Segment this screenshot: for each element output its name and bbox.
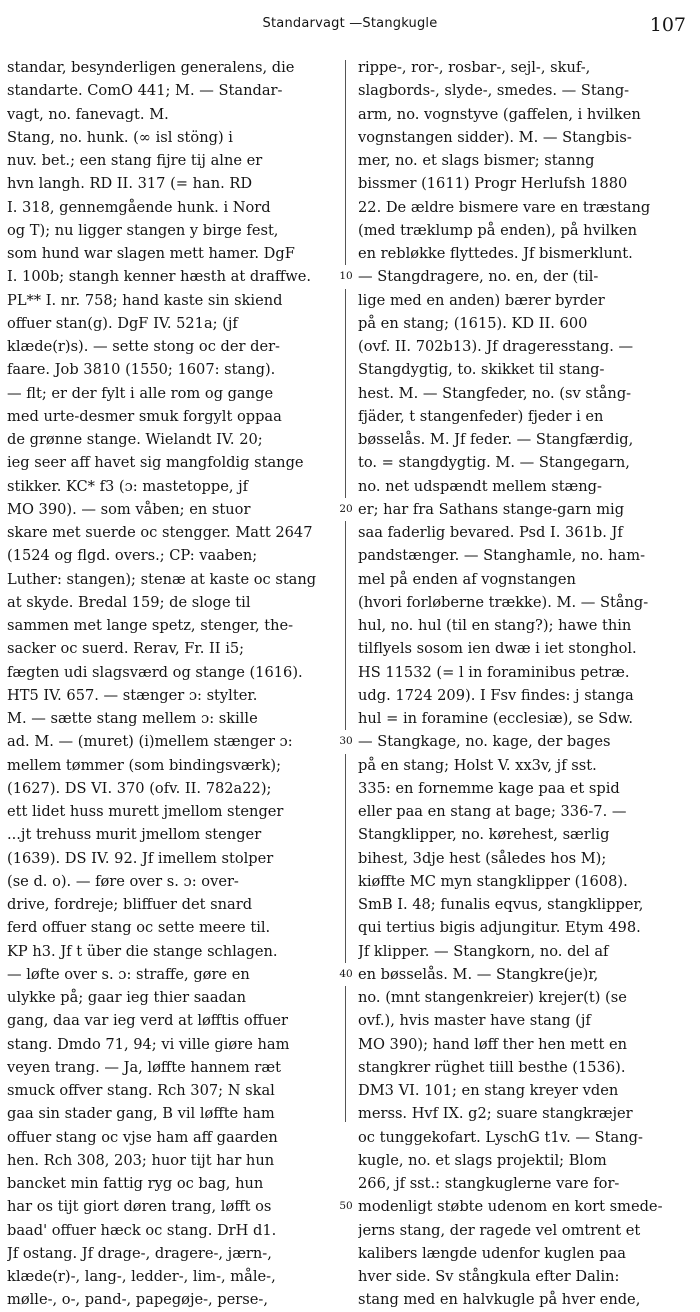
- text-line: de grønne stange. Wielandt IV. 20;: [7, 431, 263, 448]
- text-line: Stangklipper, no. kørehest, særlig: [358, 826, 610, 844]
- text-line: ulykke på; gaar ieg thier saadan: [7, 989, 247, 1006]
- text-line: kalibers længde udenfor kuglen paa: [358, 1244, 626, 1262]
- text-line: (1627). DS VI. 370 (ofv. II. 782a22);: [7, 779, 272, 797]
- text-line: nuv. bet.; een stang fijre tij alne er: [7, 152, 263, 169]
- text-line: lige med en anden) bærer byrder: [358, 291, 605, 309]
- text-line: — flt; er der fylt i alle rom og gange: [7, 384, 274, 402]
- line-number: 40: [333, 963, 359, 986]
- text-line: hul = in foramine (ecclesiæ), se Sdw.: [358, 710, 634, 727]
- text-line: I. 318, gennemgående hunk. i Nord: [7, 198, 271, 216]
- text-line: rippe-, ror-, rosbar-, sejl-, skuf-,: [358, 59, 591, 76]
- text-line: to. = stangdygtig. M. — Stangegarn,: [358, 454, 630, 472]
- text-line: standarte. ComO 441; M. — Standar-: [7, 82, 283, 100]
- text-line: en rebløkke flyttedes. Jf bismerklunt.: [358, 245, 633, 262]
- text-line: fægten udi slagsværd og stange (1616).: [7, 663, 303, 681]
- text-line: HT5 IV. 657. — stænger ɔ: stylter.: [7, 686, 258, 704]
- text-line: på en stang; (1615). KD II. 600: [358, 314, 588, 332]
- text-line: hvn langh. RD II. 317 (= han. RD: [7, 175, 253, 193]
- text-line: gang, daa var ieg verd at løfftis offuer: [7, 1012, 288, 1030]
- text-line: ad. M. — (muret) (i)mellem stænger ɔ:: [7, 733, 293, 751]
- text-line: hen. Rch 308, 203; huor tijt har hun: [7, 1151, 275, 1169]
- text-line: har os tijt giort døren trang, løfft os: [7, 1198, 272, 1216]
- left-column: [7, 56, 335, 1312]
- text-line: standar, besynderligen generalens, die: [7, 59, 295, 76]
- text-line: MO 390). — som våben; en stuor: [7, 500, 251, 518]
- text-line: — løfte over s. ɔ: straffe, gøre en: [7, 965, 250, 983]
- text-line: er; har fra Sathans stange-garn mig: [358, 500, 625, 518]
- line-number: 30: [333, 730, 359, 753]
- text-line: klæde(r)s). — sette stong oc der der-: [7, 338, 280, 355]
- text-line: no. net udspændt mellem stæng-: [358, 477, 602, 495]
- text-line: Jf klipper. — Stangkorn, no. del af: [358, 942, 609, 960]
- text-line: 335: en fornemme kage paa et spid: [358, 779, 620, 797]
- text-line: skare met suerde oc stengger. Matt 2647: [7, 524, 313, 541]
- text-line: MO 390); hand løff ther hen mett en: [358, 1035, 628, 1053]
- text-line: sammen met lange spetz, stenger, the-: [7, 617, 294, 634]
- text-line: at skyde. Bredal 159; de sloge til: [7, 593, 251, 611]
- text-line: vognstangen sidder). M. — Stangbis-: [358, 128, 632, 146]
- text-line: mer, no. et slags bismer; stanng: [358, 152, 595, 169]
- text-line: bissmer (1611) Progr Herlufsh 1880: [358, 175, 628, 193]
- text-line: tilflyels sosom ien dwæ i iet stonghol.: [358, 640, 637, 658]
- text-line: arm, no. vognstyve (gaffelen, i hvilken: [358, 105, 641, 123]
- text-line: udg. 1724 209). I Fsv findes: j stanga: [358, 686, 634, 704]
- text-line: baad' offuer hæck oc stang. DrH d1.: [7, 1221, 277, 1239]
- text-line: stikker. KC* f3 (ɔ: mastetoppe, jf: [7, 477, 249, 495]
- text-line: stangkrer rüghet tiill besthe (1536).: [358, 1058, 626, 1076]
- text-line: som hund war slagen mett hamer. DgF: [7, 245, 295, 262]
- text-line: gaa sin stader gang, B vil løffte ham: [7, 1105, 275, 1123]
- line-number: 50: [333, 1195, 359, 1218]
- text-line: mølle-, o-, pand-, papegøje-, perse-,: [7, 1291, 268, 1309]
- text-line: — Stangdragere, no. en, der (til-: [358, 268, 599, 286]
- running-title: Standarvagt —Stangkugle: [262, 16, 438, 31]
- text-line: ferd offuer stang oc sette meere til.: [7, 919, 271, 937]
- line-number: 20: [333, 498, 359, 521]
- text-line: (1639). DS IV. 92. Jf imellem stolper: [7, 849, 274, 867]
- line-number: 10: [333, 265, 359, 288]
- text-line: bihest, 3dje hest (således hos M);: [358, 849, 607, 867]
- text-line: KP h3. Jf t über die stange schlagen.: [7, 942, 278, 960]
- text-line: PL** I. nr. 758; hand kaste sin skiend: [7, 291, 283, 309]
- text-line: hest. M. — Stangfeder, no. (sv stång-: [358, 384, 632, 402]
- text-line: fjäder, t stangenfeder) fjeder i en: [358, 407, 604, 425]
- right-column: [358, 56, 691, 1312]
- text-line: Luther: stangen); stenæ at kaste oc stang: [7, 570, 317, 588]
- text-line: ovf.), hvis master have stang (jf: [358, 1012, 591, 1030]
- text-line: (med træklump på enden), på hvilken: [358, 221, 638, 239]
- text-line: qui tertius bigis adjungitur. Etym 498.: [358, 919, 641, 937]
- text-line: bancket min fattig ryg oc bag, hun: [7, 1175, 264, 1192]
- text-line: offuer stan(g). DgF IV. 521a; (jf: [7, 314, 238, 332]
- text-line: M. — sætte stang mellem ɔ: skille: [7, 710, 258, 727]
- text-line: hver side. Sv stångkula efter Dalin:: [358, 1268, 620, 1285]
- text-line: vagt, no. fanevagt. M.: [7, 105, 169, 123]
- text-line: DM3 VI. 101; en stang kreyer vden: [358, 1082, 619, 1099]
- text-line: merss. Hvf IX. g2; suare stangkræjer: [358, 1105, 633, 1123]
- text-line: jerns stang, der ragede vel omtrent et: [358, 1221, 641, 1239]
- text-line: på en stang; Holst V. xx3v, jf sst.: [358, 756, 597, 774]
- page-number: 107: [649, 14, 686, 36]
- text-line: slagbords-, slyde-, smedes. — Stang-: [358, 82, 630, 100]
- text-line: (hvori forløberne trække). M. — Stång-: [358, 593, 649, 611]
- text-line: smuck offver stang. Rch 307; N skal: [7, 1082, 275, 1099]
- text-line: eller paa en stang at bage; 336-7. —: [358, 803, 627, 820]
- text-line: oc tunggekofart. LyschG t1v. — Stang-: [358, 1128, 643, 1146]
- text-line: — Stangkage, no. kage, der bages: [358, 733, 611, 751]
- text-line: ieg seer aff havet sig mangfoldig stange: [7, 454, 304, 472]
- text-line: stang. Dmdo 71, 94; vi ville giøre ham: [7, 1035, 290, 1053]
- text-line: klæde(r)-, lang-, ledder-, lim-, måle-,: [7, 1268, 276, 1285]
- text-line: Jf ostang. Jf drage-, dragere-, jærn-,: [7, 1244, 272, 1262]
- text-line: stang med en halvkugle på hver ende,: [358, 1291, 641, 1309]
- text-line: I. 100b; stangh kenner hæsth at draffwe.: [7, 268, 312, 286]
- text-line: en bøsselås. M. — Stangkre(je)r,: [358, 965, 599, 983]
- text-line: offuer stang oc vjse ham aff gaarden: [7, 1128, 278, 1146]
- text-line: med urte-desmer smuk forgylt oppaa: [7, 407, 282, 425]
- text-line: saa faderlig bevared. Psd I. 361b. Jf: [358, 524, 623, 541]
- text-line: no. (mnt stangenkreier) krejer(t) (se: [358, 989, 627, 1006]
- text-line: (1524 og flgd. overs.; CP: vaaben;: [7, 547, 258, 565]
- text-line: pandstænger. — Stanghamle, no. ham-: [358, 547, 646, 565]
- text-line: Stangdygtig, to. skikket til stang-: [358, 361, 605, 379]
- text-line: drive, fordreje; bliffuer det snard: [7, 896, 253, 913]
- text-line: modenligt støbte udenom en kort smede-: [358, 1198, 663, 1216]
- text-line: kugle, no. et slags projektil; Blom: [358, 1151, 607, 1169]
- text-line: (ovf. II. 702b13). Jf drageresstang. —: [358, 338, 634, 355]
- text-line: SmB I. 48; funalis eqvus, stangklipper,: [358, 896, 644, 913]
- text-line: mel på enden af vognstangen: [358, 570, 576, 588]
- text-line: sacker oc suerd. Rerav, Fr. II i5;: [7, 640, 245, 658]
- text-line: hul, no. hul (til en stang?); hawe thin: [358, 617, 632, 634]
- text-line: (se d. o). — føre over s. ɔ: over-: [7, 872, 239, 890]
- text-line: 22. De ældre bismere vare en træstang: [358, 198, 651, 216]
- text-line: 266, jf sst.: stangkuglerne vare for-: [358, 1175, 620, 1192]
- text-line: veyen trang. — Ja, løffte hannem ræt: [7, 1058, 281, 1076]
- text-line: og T); nu ligger stangen y birge fest,: [7, 221, 279, 239]
- text-line: ...jt trehuss murit jmellom stenger: [7, 826, 262, 844]
- text-line: ett lidet huss murett jmellom stenger: [7, 803, 284, 820]
- text-line: kiøffte MC myn stangklipper (1608).: [358, 872, 628, 890]
- text-line: faare. Job 3810 (1550; 1607: stang).: [7, 361, 276, 379]
- text-line: Stang, no. hunk. (∞ isl stöng) i: [7, 128, 233, 146]
- text-line: mellem tømmer (som bindingsværk);: [7, 756, 281, 774]
- text-line: HS 11532 (= l in foraminibus petræ.: [358, 663, 630, 681]
- page-header: [0, 14, 700, 38]
- text-line: bøsselås. M. Jf feder. — Stangfærdig,: [358, 431, 634, 448]
